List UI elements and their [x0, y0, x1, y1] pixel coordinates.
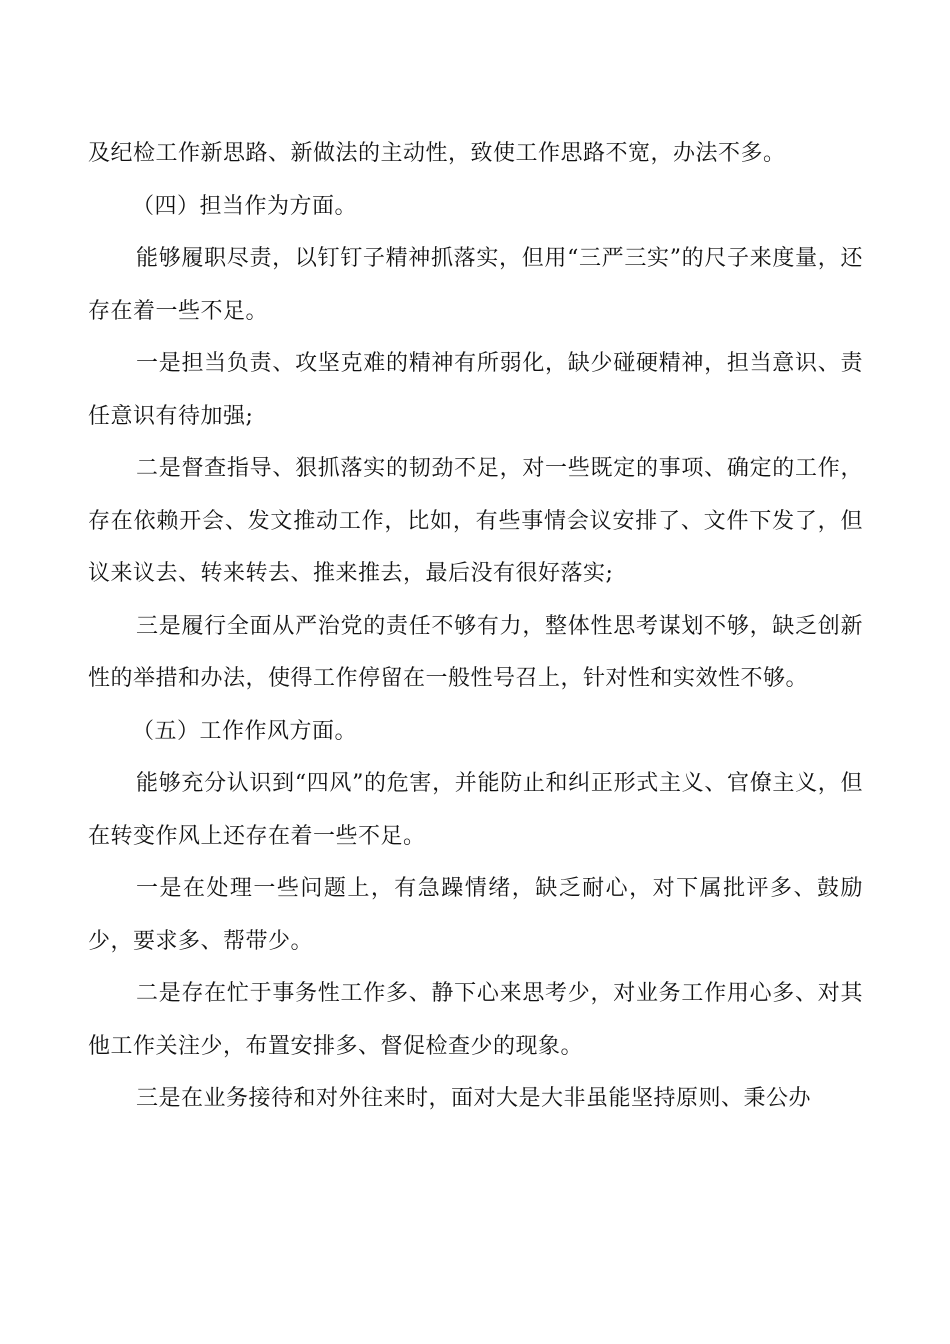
paragraph: 二是督查指导、狠抓落实的韧劲不足，对一些既定的事项、确定的工作，存在依赖开会、发文推动工作，比如，有些事情会议安排了、文件下发了，但议来议去、转来转去、推来推去，最后没有很好落实;	[88, 456, 863, 586]
paragraph: 一是在处理一些问题上，有急躁情绪，缺乏耐心，对下属批评多、鼓励少，要求多、帮带少。	[88, 876, 863, 954]
paragraph: 二是存在忙于事务性工作多、静下心来思考少，对业务工作用心多、对其他工作关注少，布置安排多、督促检查少的现象。	[88, 981, 863, 1059]
paragraph: 一是担当负责、攻坚克难的精神有所弱化，缺少碰硬精神，担当意识、责任意识有待加强;	[88, 351, 863, 429]
paragraph: 三是在业务接待和对外往来时，面对大是大非虽能坚持原则、秉公办	[136, 1086, 812, 1111]
document-body	[88, 128, 863, 1126]
paragraph: 三是履行全面从严治党的责任不够有力，整体性思考谋划不够，缺乏创新性的举措和办法，使得工作停留在一般性号召上，针对性和实效性不够。	[88, 613, 863, 691]
section-heading-5: （五）工作作风方面。	[132, 718, 358, 744]
section-heading-4: （四）担当作为方面。	[132, 193, 358, 219]
paragraph: 能够履职尽责，以钉钉子精神抓落实，但用“三严三实”的尺子来度量，还存在着一些不足。	[88, 246, 863, 324]
paragraph: 能够充分认识到“四风”的危害，并能防止和纠正形式主义、官僚主义，但在转变作风上还存在着一些不足。	[88, 771, 863, 849]
paragraph-continuation: 及纪检工作新思路、新做法的主动性，致使工作思路不宽，办法不多。	[88, 141, 786, 166]
